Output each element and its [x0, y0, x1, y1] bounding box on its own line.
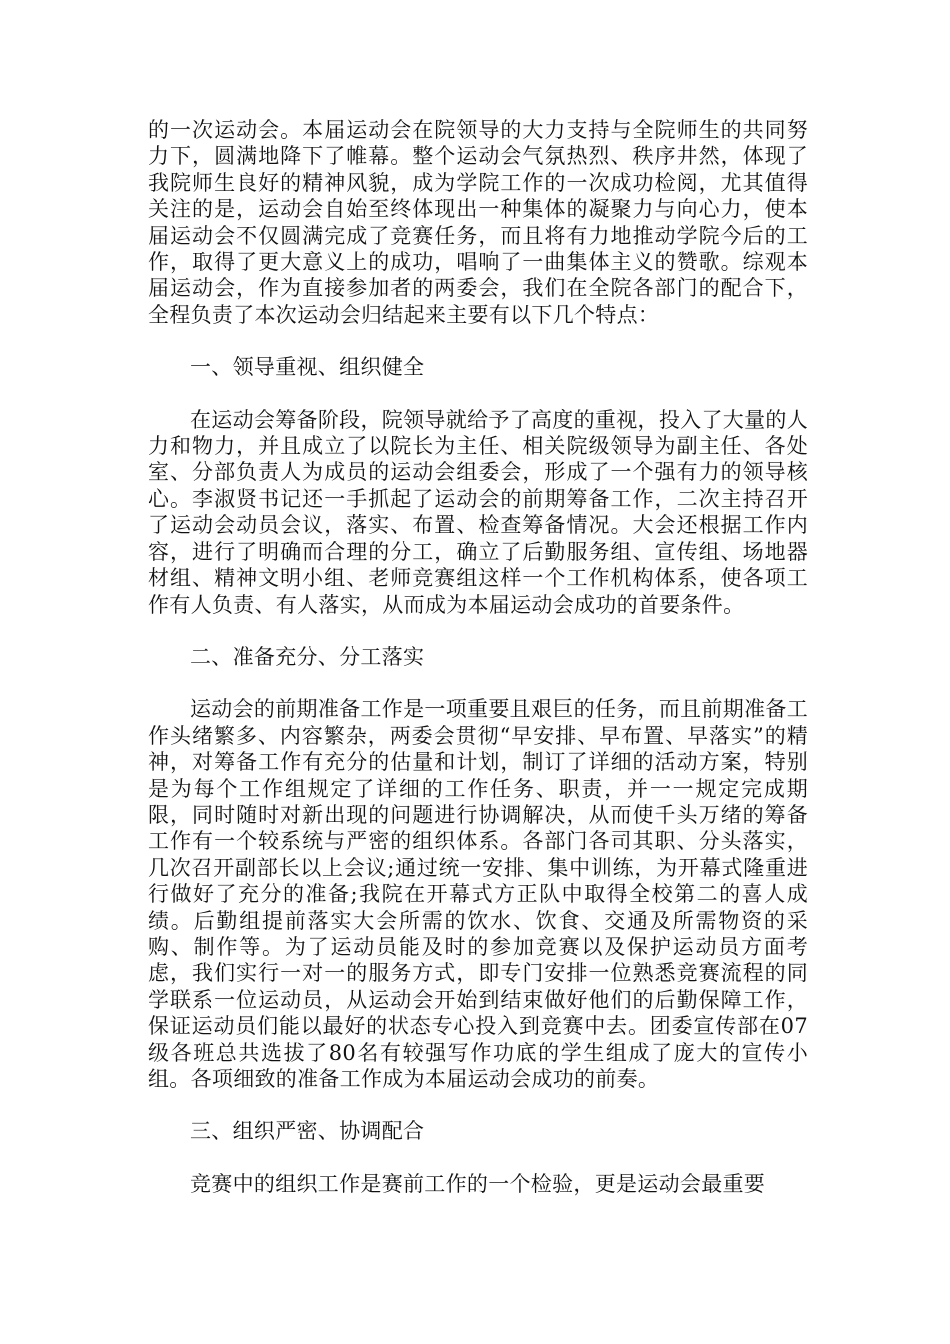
section-heading-1: 一、领导重视、组织健全	[190, 355, 425, 380]
body-paragraph-intro: 的一次运动会。本届运动会在院领导的大力支持与全院师生的共同努力下，圆满地降下了帷幕。整个运动会气氛热烈、秩序井然，体现了我院师生良好的精神风貌，成为学院工作的一次成功检阅，尤其值得关注的是，运动会自始至终体现出一种集体的凝聚力与向心力，使本届运动会不仅圆满完成了竞赛任务，而且将有力地推动学院今后的工作，取得了更大意义上的成功，唱响了一曲集体主义的赞歌。综观本届运动会，作为直接参加者的两委会，我们在全院各部门的配合下，全程负责了本次运动会归结起来主要有以下几个特点：	[148, 118, 808, 327]
body-paragraph-section-3: 竞赛中的组织工作是赛前工作的一个检验，更是运动会最重要	[190, 1171, 766, 1196]
section-heading-2: 二、准备充分、分工落实	[190, 644, 425, 669]
body-paragraph-section-1: 在运动会筹备阶段，院领导就给予了高度的重视，投入了大量的人力和物力，并且成立了以院长为主任、相关院级领导为副主任、各处室、分部负责人为成员的运动会组委会，形成了一个强有力的领导核心。李淑贤书记还一手抓起了运动会的前期筹备工作，二次主持召开了运动会动员会议，落实、布置、检查筹备情况。大会还根据工作内容，进行了明确而合理的分工，确立了后勤服务组、宣传组、场地器材组、精神文明小组、老师竞赛组这样一个工作机构体系，使各项工作有人负责、有人落实，从而成为本届运动会成功的首要条件。	[148, 407, 808, 617]
body-paragraph-section-2: 运动会的前期准备工作是一项重要且艰巨的任务，而且前期准备工作头绪繁多、内容繁杂，两委会贯彻“早安排、早布置、早落实”的精神，对筹备工作有充分的估量和计划，制订了详细的活动方案，特别是为每个工作组规定了详细的工作任务、职责，并一一规定完成期限，同时随时对新出现的问题进行协调解决，从而使千头万绪的筹备工作有一个较系统与严密的组织体系。各部门各司其职、分头落实，几次召开副部长以上会议;通过统一安排、集中训练，为开幕式隆重进行做好了充分的准备;我院在开幕式方正队中取得全校第二的喜人成绩。后勤组提前落实大会所需的饮水、饮食、交通及所需物资的采购、制作等。为了运动员能及时的参加竞赛以及保护运动员方面考虑，我们实行一对一的服务方式，即专门安排一位熟悉竞赛流程的同学联系一位运动员，从运动会开始到结束做好他们的后勤保障工作，保证运动员们能以最好的状态专心投入到竞赛中去。团委宣传部在07级各班总共选拔了80名有较强写作功底的学生组成了庞大的宣传小组。各项细致的准备工作成为本届运动会成功的前奏。	[148, 697, 808, 1091]
section-heading-3: 三、组织严密、协调配合	[190, 1119, 425, 1144]
document-body	[148, 117, 808, 1223]
